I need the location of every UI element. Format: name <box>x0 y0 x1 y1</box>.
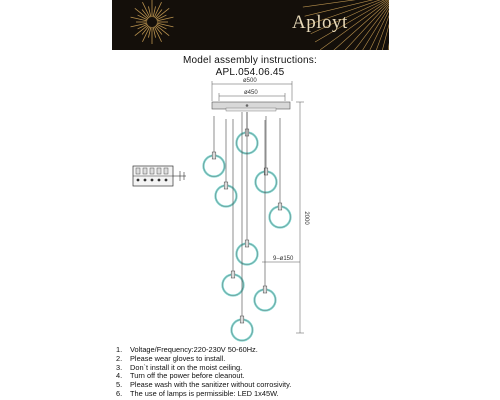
height-label: 2000 <box>303 211 309 225</box>
pendant-lamp <box>232 112 253 341</box>
pendant-lamp <box>204 116 225 177</box>
brand-logo: Aployt <box>292 12 348 33</box>
instruction-item: 4. Turn off the power before cleanout. <box>116 371 245 381</box>
instructions-list <box>116 346 291 399</box>
inner-width-label: ø450 <box>244 90 258 96</box>
instruction-item: 3. Don`t install it on the moist ceiling. <box>116 362 243 372</box>
pendant-lamp <box>255 120 276 311</box>
shade-spec-label: 9–ø150 <box>273 256 294 262</box>
page-title: Model assembly instructions: <box>183 55 317 66</box>
instruction-item: 6. The use of lamps is permissible: LED 1x45W. <box>116 388 279 398</box>
instruction-item: 2. Please wear gloves to install. <box>116 353 226 363</box>
instruction-item: 1. Voltage/Frequency:220-230V 50-60Hz. <box>116 345 258 354</box>
pendant-lamp <box>256 116 277 193</box>
instruction-item: 5. Please wash with the sanitizer without corrosivity. <box>116 380 292 390</box>
pendant-group <box>204 112 291 341</box>
pendant-lamp <box>216 119 237 207</box>
wiring-block <box>133 166 186 186</box>
model-number: APL.054.06.45 <box>215 67 285 78</box>
canopy-width-label: ø500 <box>243 78 257 84</box>
